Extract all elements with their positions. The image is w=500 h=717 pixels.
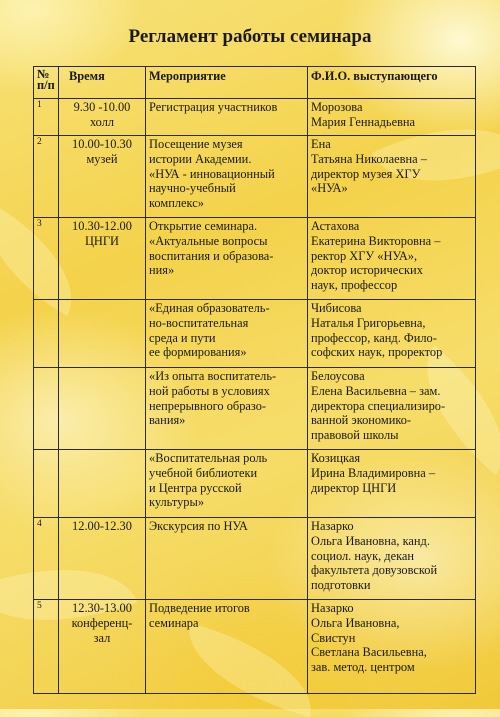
- header-time: Время: [59, 67, 146, 99]
- time-cell-line: ЦНГИ: [84, 233, 119, 248]
- event-cell: [146, 600, 308, 694]
- header-event: Мероприятие: [146, 67, 308, 99]
- speaker-cell-line: профессор, канд. Фило-: [311, 330, 437, 345]
- event-cell-line: и Центра русской: [149, 480, 242, 495]
- speaker-cell: [308, 368, 476, 450]
- speaker-cell-line: Назарко: [311, 519, 354, 533]
- schedule-body: [34, 99, 476, 694]
- event-cell-line: «Актуальные вопросы: [149, 233, 268, 248]
- event-cell-line: Регистрация участников: [149, 100, 278, 114]
- event-cell: [146, 300, 308, 368]
- row-number: [34, 368, 59, 450]
- speaker-cell: [308, 99, 476, 136]
- speaker-cell-line: директор музея ХГУ: [311, 166, 421, 181]
- speaker-cell: [308, 136, 476, 218]
- time-cell-line: 12.30-13.00: [72, 601, 132, 615]
- speaker-cell-line: Ирина Владимировна –: [311, 465, 436, 480]
- speaker-cell-line: ванной экономико-: [311, 413, 412, 428]
- row-number: 4: [34, 518, 59, 600]
- table-row: [34, 518, 476, 600]
- event-cell-line: научно-учебный: [149, 181, 236, 196]
- speaker-cell-line: директор ЦНГИ: [311, 480, 397, 495]
- time-cell-line: 12.00-12.30: [72, 519, 132, 533]
- row-number: 1: [34, 99, 59, 136]
- time-cell: [59, 136, 146, 218]
- event-cell-line: ее формирования»: [149, 345, 247, 360]
- time-cell: [59, 518, 146, 600]
- event-cell: [146, 136, 308, 218]
- event-cell-line: ной работы в условиях: [149, 383, 270, 398]
- time-cell: [59, 99, 146, 136]
- speaker-cell-line: Астахова: [311, 219, 360, 233]
- time-cell-line: 9.30 -10.00: [73, 100, 131, 114]
- table-row: [34, 99, 476, 136]
- table-row: [34, 450, 476, 518]
- event-cell-line: учебной библиотеки: [149, 465, 258, 480]
- event-cell-line: Посещение музея: [149, 137, 243, 151]
- header-number-line: п/п: [37, 78, 55, 92]
- row-number: 2: [34, 136, 59, 218]
- time-cell: [59, 600, 146, 694]
- speaker-cell-line: социол. наук, декан: [311, 548, 415, 563]
- event-cell-line: Подведение итогов: [149, 601, 250, 615]
- event-cell-line: непрерывного образо-: [149, 398, 267, 413]
- speaker-cell: [308, 450, 476, 518]
- speaker-cell-line: директора специализиро-: [311, 398, 446, 413]
- time-cell-line: 10.00-10.30: [72, 137, 132, 151]
- time-cell: [59, 300, 146, 368]
- speaker-cell-line: Ольга Ивановна,: [311, 615, 400, 630]
- speaker-cell-line: Мария Геннадьевна: [311, 114, 416, 129]
- event-cell: [146, 518, 308, 600]
- event-cell-line: ния»: [149, 263, 175, 278]
- table-row: [34, 136, 476, 218]
- table-row: [34, 600, 476, 694]
- speaker-cell-line: софских наук, проректор: [311, 345, 443, 360]
- event-cell: [146, 99, 308, 136]
- table-row: [34, 218, 476, 300]
- speaker-cell-line: Назарко: [311, 601, 354, 615]
- event-cell: [146, 368, 308, 450]
- event-cell-line: «Воспитательная роль: [149, 451, 268, 465]
- event-cell-line: «НУА - инновационный: [149, 166, 275, 181]
- time-cell-line: холл: [89, 114, 115, 129]
- event-cell-line: воспитания и образова-: [149, 248, 274, 263]
- event-cell-line: «Из опыта воспитатель-: [149, 369, 277, 383]
- speaker-cell-line: зав. метод. центром: [311, 660, 415, 675]
- event-cell-line: вания»: [149, 413, 186, 428]
- event-cell-line: «Единая образователь-: [149, 301, 270, 315]
- table-row: [34, 368, 476, 450]
- speaker-cell-line: Татьяна Николаевна –: [311, 151, 427, 166]
- table-row: [34, 300, 476, 368]
- event-cell-line: но-воспитательная: [149, 315, 249, 330]
- schedule-table: [33, 66, 476, 694]
- time-cell-line: конференц-: [71, 615, 133, 630]
- speaker-cell-line: подготовки: [311, 578, 371, 593]
- speaker-cell-line: доктор исторических: [311, 263, 423, 278]
- event-cell-line: комплекс»: [149, 196, 204, 211]
- speaker-cell-line: Наталья Григорьевна,: [311, 315, 426, 330]
- event-cell: [146, 450, 308, 518]
- speaker-cell-line: наук, профессор: [311, 278, 398, 293]
- time-cell-line: зал: [93, 630, 111, 645]
- speaker-cell-line: Ена: [311, 137, 331, 151]
- event-cell-line: среда и пути: [149, 330, 216, 345]
- table-header-row: [34, 67, 476, 99]
- speaker-cell-line: Елена Васильевна – зам.: [311, 383, 441, 398]
- event-cell: [146, 218, 308, 300]
- event-cell-line: Открытие семинара.: [149, 219, 258, 233]
- speaker-cell-line: Светлана Васильевна,: [311, 645, 427, 660]
- row-number: [34, 300, 59, 368]
- time-cell: [59, 368, 146, 450]
- time-cell: [59, 218, 146, 300]
- speaker-cell: [308, 518, 476, 600]
- header-speaker: Ф.И.О. выступающего: [308, 67, 476, 99]
- event-cell-line: Экскурсия по НУА: [149, 519, 248, 533]
- speaker-cell-line: факультета довузовской: [311, 563, 438, 578]
- row-number: 5: [34, 600, 59, 694]
- speaker-cell: [308, 218, 476, 300]
- event-cell-line: семинара: [149, 615, 199, 630]
- header-number-line: №: [37, 67, 50, 81]
- speaker-cell-line: «НУА»: [311, 181, 348, 196]
- speaker-cell-line: Белоусова: [311, 369, 365, 383]
- speaker-cell-line: Чибисова: [311, 301, 362, 315]
- speaker-cell-line: ректор ХГУ «НУА»,: [311, 248, 418, 263]
- header-number: [34, 67, 59, 99]
- speaker-cell-line: Екатерина Викторовна –: [311, 233, 441, 248]
- time-cell: [59, 450, 146, 518]
- row-number: 3: [34, 218, 59, 300]
- time-cell-line: 10.30-12.00: [72, 219, 132, 233]
- speaker-cell-line: Морозова: [311, 100, 363, 114]
- event-cell-line: истории Академии.: [149, 151, 252, 166]
- speaker-cell-line: Козицкая: [311, 451, 361, 465]
- page-title: Регламент работы семинара: [128, 26, 372, 47]
- speaker-cell: [308, 600, 476, 694]
- speaker-cell: [308, 300, 476, 368]
- row-number: [34, 450, 59, 518]
- speaker-cell-line: правовой школы: [311, 428, 399, 443]
- speaker-cell-line: Свистун: [311, 630, 356, 645]
- event-cell-line: культуры»: [149, 495, 205, 510]
- speaker-cell-line: Ольга Ивановна, канд.: [311, 533, 430, 548]
- time-cell-line: музей: [86, 151, 118, 166]
